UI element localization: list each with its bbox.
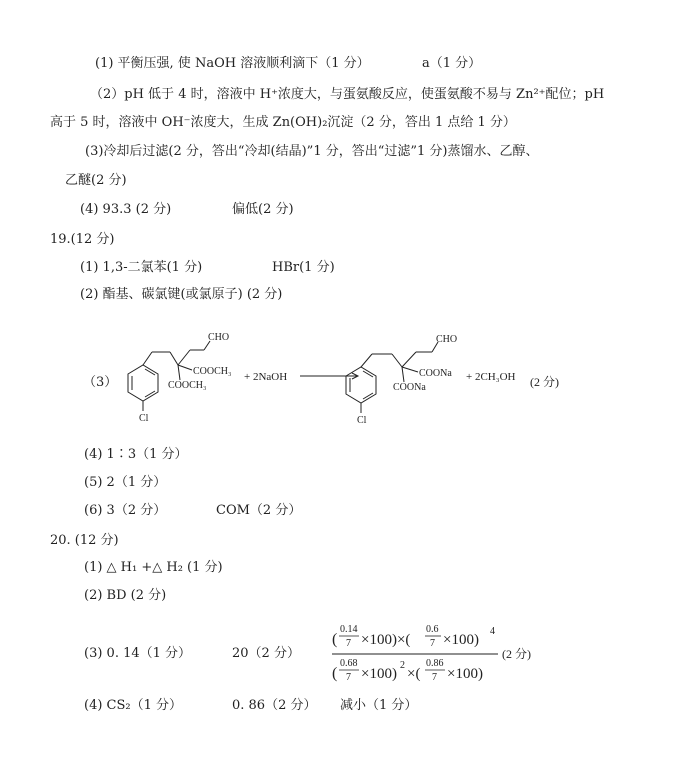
num-tail2: ×100): [443, 632, 479, 648]
num-tail1: ×100)×(: [361, 632, 411, 648]
svg-text:×100): ×100): [361, 666, 397, 682]
num-b-bot: 7: [430, 638, 435, 649]
q18-part1-answer: a（1 分）: [422, 56, 482, 71]
q18-part4: (4) 93.3 (2 分): [80, 202, 172, 217]
reaction-equation: [0, 320, 688, 440]
q18-part4-answer: 偏低(2 分): [232, 202, 294, 217]
q19-part6-answer: COM（2 分）: [216, 503, 302, 518]
q18-part3-line1: (3)冷却后过滤(2 分，答出“冷却(结晶)”1 分，答出“过滤”1 分)蒸馏水、乙醇、: [85, 144, 539, 159]
svg-text:×(: ×(: [407, 666, 421, 682]
q19-part6: (6) 3（2 分）: [84, 503, 167, 518]
q18-part1: (1) 平衡压强, 使 NaOH 溶液顺利滴下（1 分）: [95, 56, 370, 71]
reactant-ester-top: COOCH₃: [193, 366, 232, 377]
svg-text:(: (: [332, 631, 338, 648]
q19-part3-score: (2 分): [530, 375, 559, 389]
q20-part4-answer: 0. 86（2 分）: [232, 698, 317, 713]
q19-part2: (2) 酯基、碳氯键(或氯原子) (2 分): [80, 287, 283, 302]
q18-part3-line2: 乙醚(2 分): [65, 173, 127, 188]
q20-header: 20. (12 分): [50, 533, 119, 548]
den-a-bot: 7: [346, 672, 351, 683]
product-coona-bottom: COONa: [393, 382, 426, 393]
q18-part2-line2: 高于 5 时，溶液中 OH⁻浓度大，生成 Zn(OH)₂沉淀（2 分，答出 1 点给 1 分）: [50, 115, 516, 130]
equilibrium-constant-fraction: [330, 616, 570, 694]
plus-methanol: + 2CH₃OH: [466, 371, 516, 383]
product-cl: Cl: [357, 415, 367, 426]
product-coona-top: COONa: [419, 368, 452, 379]
q19-part1: (1) 1,3-二氯苯(1 分): [80, 260, 203, 275]
plus-naoh: + 2NaOH: [244, 371, 288, 383]
num-a-bot: 7: [346, 638, 351, 649]
q20-part1: (1) △ H₁ +△ H₂ (1 分): [84, 560, 223, 575]
den-b-bot: 7: [432, 672, 437, 683]
q19-part4: (4) 1∶3（1 分）: [84, 447, 188, 462]
q20-part2: (2) BD (2 分): [84, 588, 167, 603]
den-exp: 2: [400, 660, 405, 671]
svg-text:(: (: [332, 665, 338, 682]
q19-part1-answer: HBr(1 分): [272, 260, 335, 275]
num-b-top: 0.6: [426, 624, 439, 635]
q20-part4-answer2: 减小（1 分）: [340, 698, 418, 713]
q20-part4: (4) CS₂（1 分）: [84, 698, 183, 713]
q20-part3-answer: 20（2 分）: [232, 646, 300, 661]
q19-part5: (5) 2（1 分）: [84, 475, 167, 490]
num-exp: 4: [490, 626, 495, 637]
reactant-cl: Cl: [139, 413, 149, 424]
reactant-cho: CHO: [208, 332, 230, 343]
reactant-ester-bottom: COOCH₃: [168, 380, 207, 391]
svg-text:×100): ×100): [447, 666, 483, 682]
den-a-top: 0.68: [340, 658, 358, 669]
product-cho: CHO: [436, 334, 458, 345]
q19-part3-label: （3）: [83, 375, 118, 390]
num-a-top: 0.14: [340, 624, 358, 635]
q20-part3-score: (2 分): [502, 647, 531, 661]
q19-header: 19.(12 分): [50, 232, 115, 247]
den-b-top: 0.86: [426, 658, 444, 669]
q20-part3: (3) 0. 14（1 分）: [84, 646, 192, 661]
q18-part2-line1: （2）pH 低于 4 时，溶液中 H⁺浓度大，与蛋氨酸反应，使蛋氨酸不易与 Zn²⁺配位；pH: [90, 87, 605, 102]
